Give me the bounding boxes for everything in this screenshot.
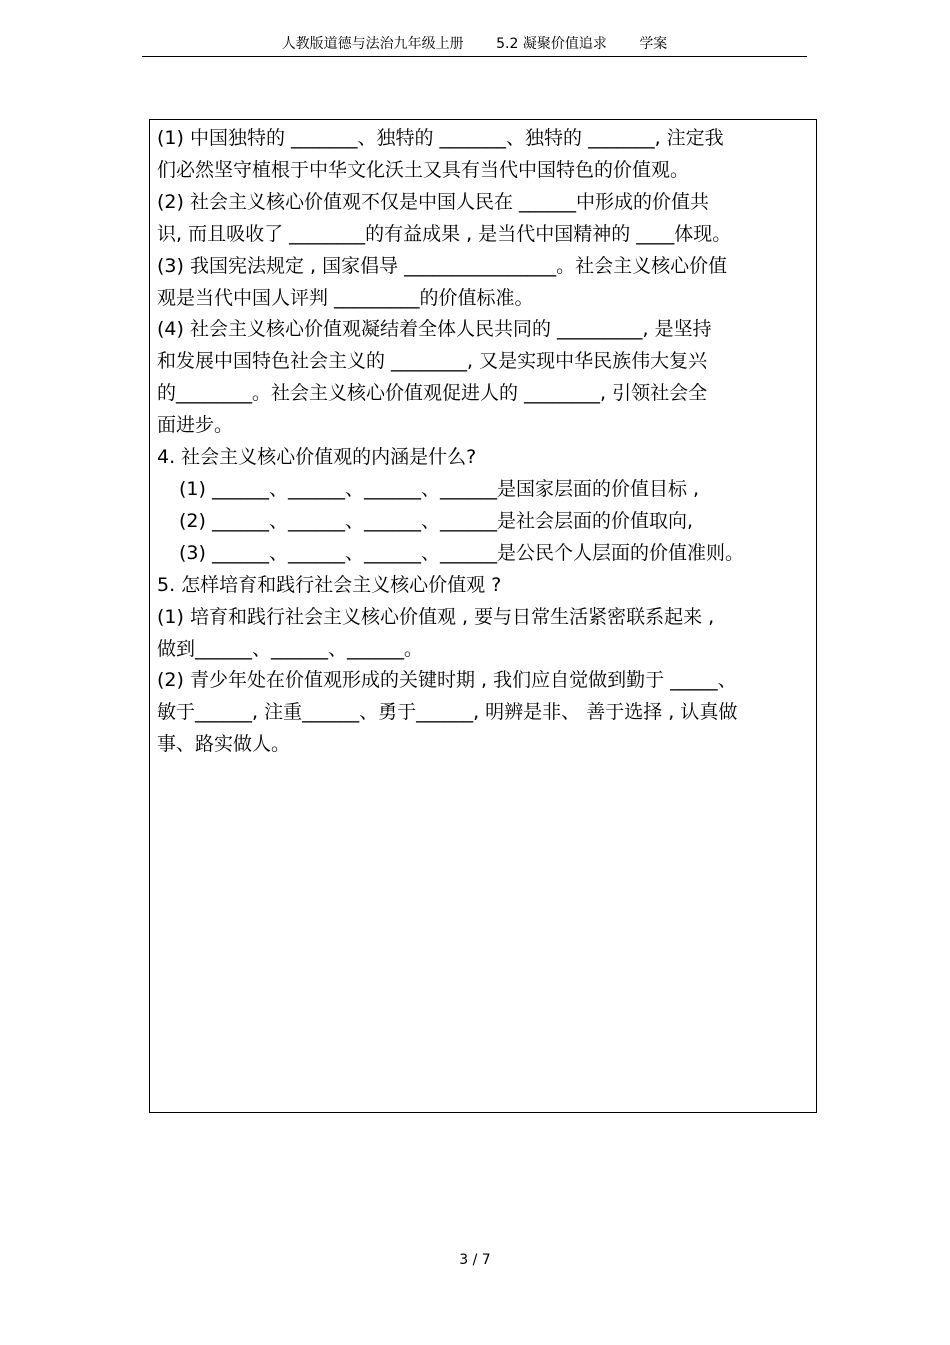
text-line: (1) 培育和践行社会主义核心价值观 , 要与日常生活紧密联系起来 , bbox=[157, 605, 715, 628]
text-line: 的________。社会主义核心价值观促进人的 ________, 引领社会全 bbox=[157, 382, 708, 405]
header-lesson-title: 5.2 凝聚价值追求 bbox=[496, 36, 607, 52]
text-line: 事、路实做人。 bbox=[157, 733, 291, 756]
text-line: (3) ______、______、______、______是公民个人层面的价值准则。 bbox=[179, 541, 744, 564]
text-line: (3) 我国宪法规定 , 国家倡导 ________________。社会主义核心价值 bbox=[157, 254, 728, 277]
text-line: (4) 社会主义核心价值观凝结着全体人民共同的 _________, 是坚持 bbox=[157, 318, 712, 341]
question-heading: 4. 社会主义核心价值观的内涵是什么? bbox=[157, 446, 477, 469]
text-line: 敏于______, 注重______、勇于______, 明辨是非、 善于选择 , 认真做 bbox=[157, 701, 738, 724]
text-line: (1) ______、______、______、______是国家层面的价值目标 , bbox=[179, 477, 700, 500]
text-line: 们必然坚守植根于中华文化沃土又具有当代中国特色的价值观。 bbox=[157, 158, 690, 181]
text-line: 做到______、______、______。 bbox=[157, 637, 424, 660]
page-number: 3 / 7 bbox=[459, 1252, 491, 1268]
text-line: 观是当代中国人评判 _________的价值标准。 bbox=[157, 286, 534, 309]
header-book-title: 人教版道德与法治九年级上册 bbox=[281, 36, 464, 52]
text-line: (2) 社会主义核心价值观不仅是中国人民在 ______中形成的价值共 bbox=[157, 190, 709, 213]
text-line: 识, 而且吸收了 ________的有益成果 , 是当代中国精神的 ____体现。 bbox=[157, 222, 732, 245]
text-line: (2) ______、______、______、______是社会层面的价值取向, bbox=[179, 509, 693, 532]
text-line: (2) 青少年处在价值观形成的关键时期 , 我们应自觉做到勤于 _____、 bbox=[157, 669, 737, 692]
text-line: 和发展中国特色社会主义的 ________, 又是实现中华民族伟大复兴 bbox=[157, 350, 708, 373]
worksheet-content-box bbox=[149, 119, 817, 1113]
question-heading: 5. 怎样培育和践行社会主义核心价值观 ? bbox=[157, 573, 502, 596]
text-line: (1) 中国独特的 _______、独特的 _______、独特的 _______, 注定我 bbox=[157, 127, 724, 149]
page-header bbox=[142, 34, 807, 57]
text-line: 面进步。 bbox=[157, 414, 234, 437]
header-doc-type: 学案 bbox=[639, 36, 668, 52]
